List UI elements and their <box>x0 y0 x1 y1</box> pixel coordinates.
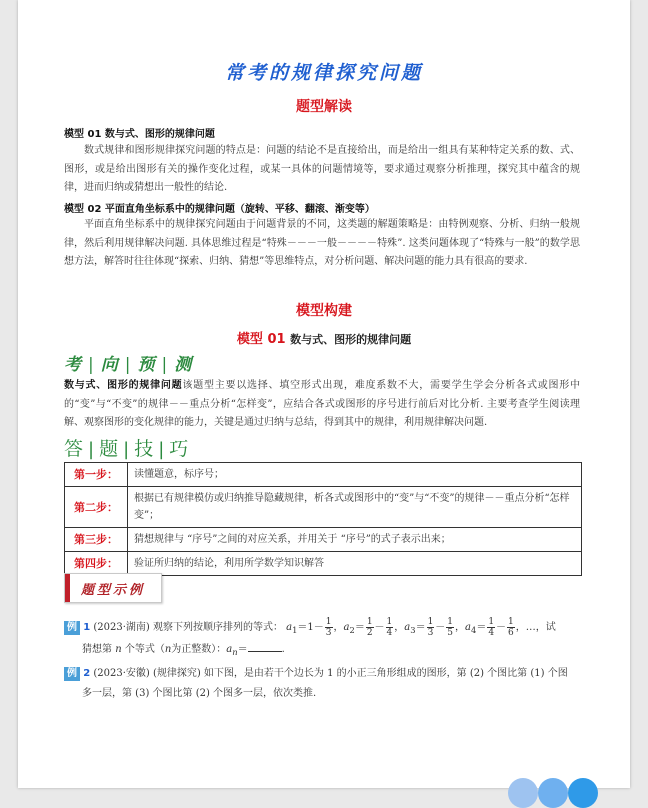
table-row <box>65 487 582 528</box>
step-label: 第一步： <box>65 463 128 487</box>
step-text: 读懂题意，标序号； <box>128 463 582 487</box>
exam-forecast-heading <box>64 350 193 375</box>
example-1-var: n <box>115 644 122 655</box>
dtjq-char-4: 巧 <box>169 438 190 460</box>
dtjq-char-3: 技 <box>134 438 155 460</box>
model1-heading: 模型 01 数与式、图形的规律问题 <box>64 129 215 140</box>
step-text: 根据已有规律模仿或归纳推导隐藏规律，析各式或图形中的“变”与“不变”的规律－－重点分析“怎样变”； <box>128 487 582 528</box>
example-1-text: 为正整数）： <box>171 644 227 655</box>
kxyc-char-4: 测 <box>174 355 194 375</box>
exam-forecast-paragraph <box>64 377 580 433</box>
example-badge: 例 <box>64 621 80 635</box>
example-number: 1 <box>83 622 91 633</box>
example-1-formula: $a_1=1-$ $\frac{1}{3}$ ，$a_2=$ $\frac{1}{2}$ － $\frac{1}{4}$ ，$a_3=$ $\frac{1}{3}$ － $\frac{1}{5}$ ，$a_4=$ $\frac{1}{4}$ － $\frac{1}{6}$ <box>286 617 514 638</box>
exam-forecast-bold: 数与式、图形的规律问题 <box>64 380 183 391</box>
toolbar-bubble[interactable] <box>568 778 598 808</box>
example-1-line-2 <box>64 640 584 662</box>
dtjq-char-2: 题 <box>99 438 120 460</box>
dtjq-char-1: 答 <box>64 438 85 460</box>
example-1-source: (2023·湖南) 观察下列按顺序排列的等式： <box>93 622 283 633</box>
example-1-text: 猜想第 <box>82 644 112 655</box>
example-1-var: n <box>164 644 172 655</box>
banner-text: 题型示例 <box>81 583 146 598</box>
example-number: 2 <box>83 668 91 679</box>
kxyc-char-3: 预 <box>137 355 157 375</box>
step-label: 第三步： <box>65 528 128 552</box>
example-2-line-1 <box>64 664 584 684</box>
step-label: 第四步： <box>65 552 128 576</box>
section-heading-model-build: 模型构建 <box>296 303 352 319</box>
example-1-tail: ，…，试 <box>515 622 556 633</box>
example-1-period: . <box>281 644 285 655</box>
banner-accent-bar <box>65 574 70 602</box>
kxyc-separator: | <box>124 355 133 375</box>
model-build-rest: 数与式、图形的规律问题 <box>290 333 412 346</box>
example-banner <box>64 573 162 603</box>
document-title: 常考的规律探究问题 <box>224 62 423 84</box>
dtjq-separator: | <box>158 439 166 460</box>
kxyc-separator: | <box>161 355 170 375</box>
toolbar-bubble[interactable] <box>508 778 538 808</box>
dtjq-separator: | <box>123 439 131 460</box>
example-badge: 例 <box>64 667 80 681</box>
example-2 <box>64 664 584 704</box>
model-build-subtitle <box>18 328 630 347</box>
example-1-equals: ＝ <box>237 644 248 655</box>
step-label: 第二步： <box>65 487 128 528</box>
example-1-text: 个等式（ <box>124 644 165 655</box>
table-row <box>65 463 582 487</box>
model2-paragraph: 平面直角坐标系中的规律探究问题由于问题背景的不同，这类题的解题策略是：由特例观察、分析、归纳一般规律，然后利用规律解决问题. 具体思维过程是“特殊－－－一般－－－－特殊”. 这类问题体现了“特殊与一般”的数学思想方法，解答时往往体现“探索、归纳、猜想”等思维特点，对分析问题、解决问题的能力具有很高的要求. <box>64 219 580 267</box>
steps-table <box>64 462 582 576</box>
model2-heading: 模型 02 平面直角坐标系中的规律问题（旋转、平移、翻滚、渐变等） <box>64 204 375 215</box>
model1-paragraph: 数式规律和图形规律探究问题的特点是：问题的结论不是直接给出，而是给出一组具有某种特定关系的数、式、图形，或是给出图形有关的操作变化过程，或某一具体的问题情境等，要求通过观察分析推理，探究其中蕴含的规律，进而归纳或猜想出一般性的结论. <box>64 145 580 193</box>
toolbar-bubble[interactable] <box>538 778 568 808</box>
kxyc-separator: | <box>88 355 96 375</box>
example-2-text-2: 多一层，第 (3) 个图比第 (2) 个图多一层，依次类推. <box>82 688 317 699</box>
kxyc-char-1: 考 <box>64 355 83 375</box>
example-1-var: a <box>226 644 233 655</box>
example-1-subscript: n <box>232 647 238 657</box>
section-heading-interpretation: 题型解读 <box>296 99 352 115</box>
model-build-prefix: 模型 01 <box>236 332 286 347</box>
table-row <box>65 552 582 576</box>
table-row <box>65 528 582 552</box>
answer-tips-heading <box>64 434 189 461</box>
exam-forecast-text: 该题型主要以选择、填空形式出现，难度系数不大，需要学生学会分析各式或图形中的“变”与“不变”的规律－－重点分析“怎样变”，应结合各式或图形的序号进行前后对比分析. 主要考查学生阅读理解、观察图形的变化规律的能力，关键是通过归纳与总结，得到其中的规律，利用规律解决问题. <box>64 380 581 428</box>
example-2-text-1: (2023·安徽) (规律探究) 如下图，是由若干个边长为 1 的小正三角形组成的图形，第 (2) 个图比第 (1) 个图 <box>93 668 568 679</box>
example-1-line-1 <box>64 617 584 640</box>
example-1 <box>64 617 584 662</box>
dtjq-separator: | <box>88 439 96 460</box>
answer-blank[interactable] <box>248 641 282 652</box>
step-text: 猜想规律与 “序号”之间的对应关系，并用关于 “序号”的式子表示出来； <box>128 528 582 552</box>
kxyc-char-2: 向 <box>100 355 120 375</box>
document-page <box>18 0 630 788</box>
step-text: 验证所归纳的结论，利用所学数学知识解答 <box>128 552 582 576</box>
